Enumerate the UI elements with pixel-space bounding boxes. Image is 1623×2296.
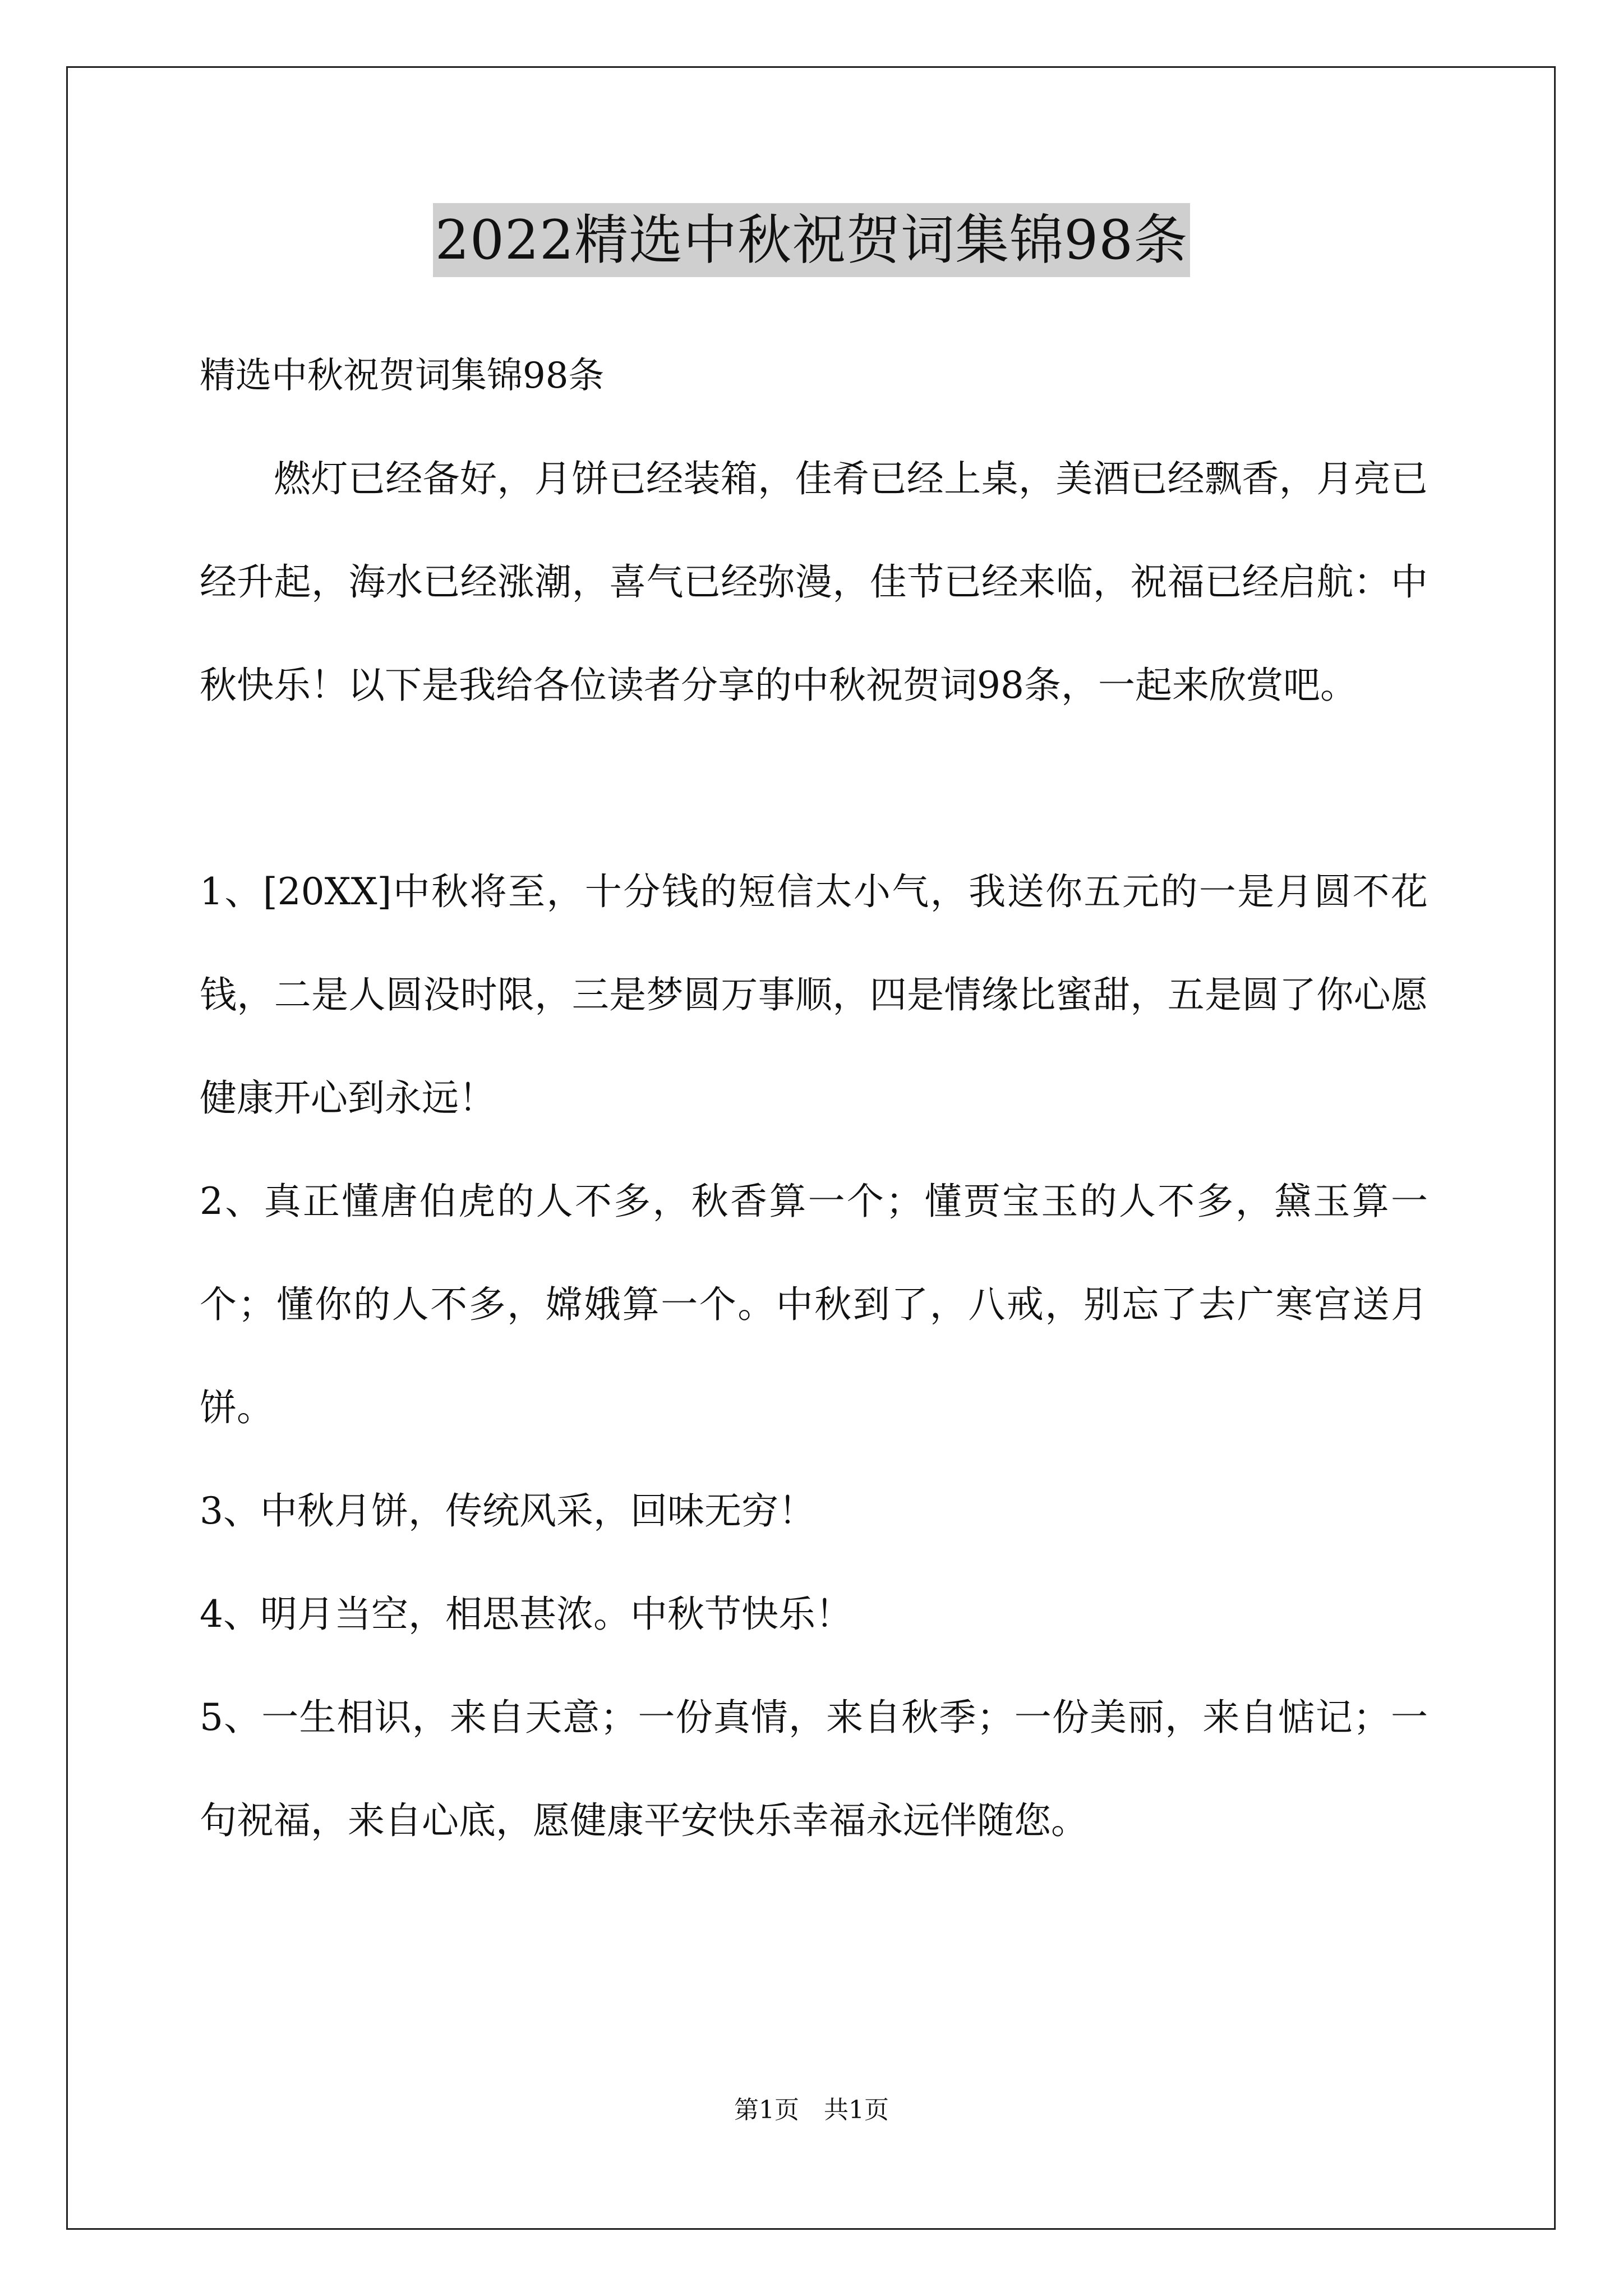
list-item: 4、明月当空，相思甚浓。中秋节快乐！ [200, 1593, 852, 1636]
document-body [200, 348, 1428, 1872]
document-subtitle: 精选中秋祝贺词集锦98条 [200, 355, 605, 397]
list-item: 5、一生相识，来自天意；一份真情，来自秋季；一份美丽，来自惦记；一句祝福，来自心底，愿健康平安快乐幸福永远伴随您。 [200, 1696, 1428, 1842]
page-footer [0, 2093, 1623, 2127]
page-number: 第1页 [734, 2096, 799, 2124]
document-title: 2022精选中秋祝贺词集锦98条 [433, 203, 1190, 277]
intro-paragraph: 燃灯已经备好，月饼已经装箱，佳肴已经上桌，美酒已经飘香，月亮已经升起，海水已经涨潮，喜气已经弥漫，佳节已经来临，祝福已经启航：中秋快乐！以下是我给各位读者分享的中秋祝贺词98条，一起来欣赏吧。 [200, 457, 1428, 707]
list-item: 3、中秋月饼，传统风采，回味无穷！ [200, 1489, 815, 1533]
list-item: 2、真正懂唐伯虎的人不多，秋香算一个；懂贾宝玉的人不多，黛玉算一个；懂你的人不多，嫦娥算一个。中秋到了，八戒，别忘了去广寒宫送月饼。 [200, 1180, 1428, 1429]
list-item: 1、[20XX]中秋将至，十分钱的短信太小气，我送你五元的一是月圆不花钱，二是人圆没时限，三是梦圆万事顺，四是情缘比蜜甜，五是圆了你心愿健康开心到永远！ [200, 870, 1428, 1120]
page-total: 共1页 [824, 2096, 889, 2124]
blank-line [200, 737, 1428, 840]
title-container [0, 203, 1623, 277]
